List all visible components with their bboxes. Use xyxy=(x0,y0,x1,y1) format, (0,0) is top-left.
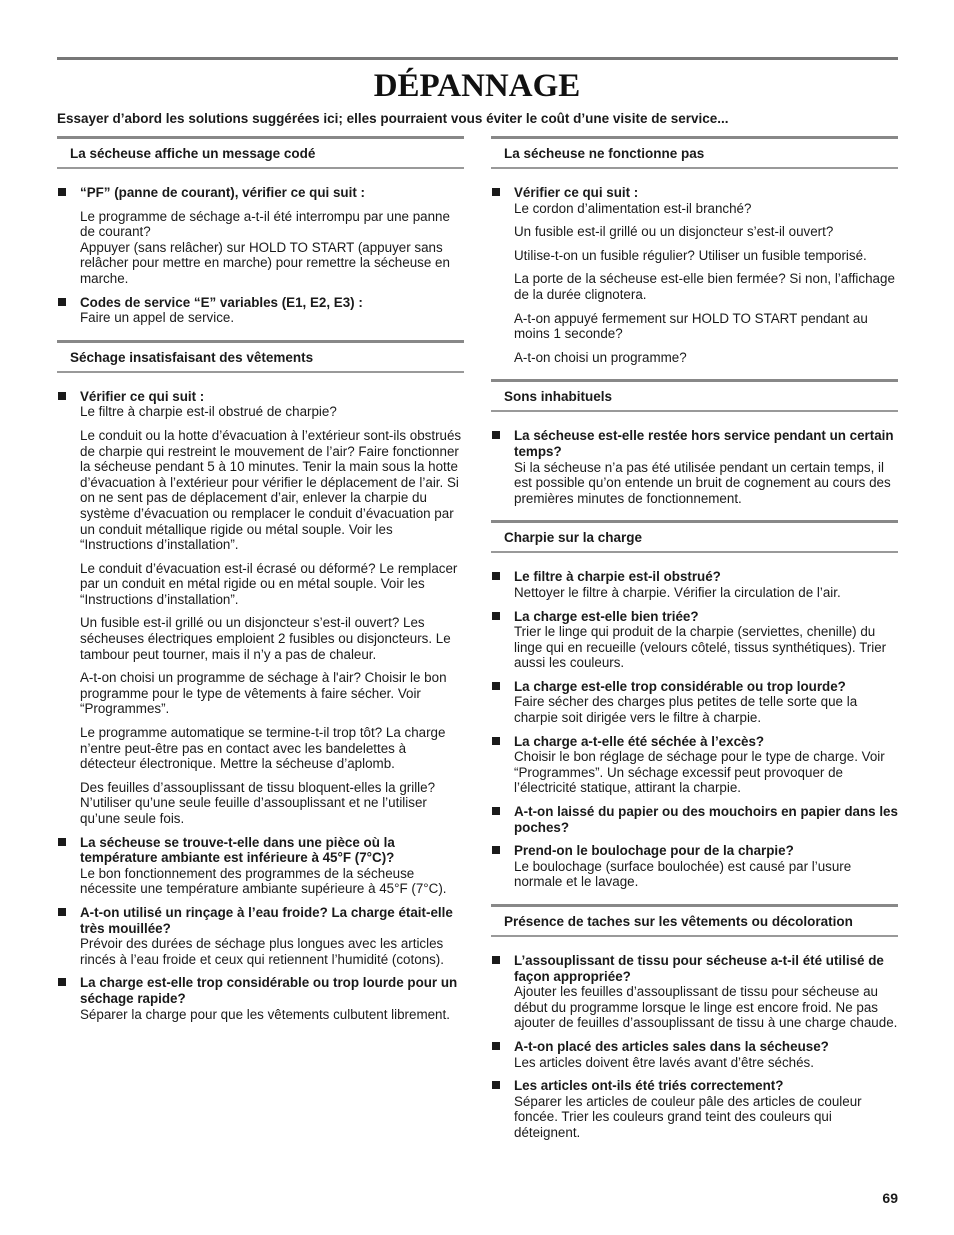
item-answer: Des feuilles d’assouplissant de tissu bloquent-elles la grille? N’utiliser qu’une seule feuille d’assouplissant et ne l’utiliser qu’une seule fois. xyxy=(80,779,436,826)
item-question: Vérifier ce qui suit : xyxy=(80,388,205,404)
square-bullet-icon xyxy=(492,1042,500,1050)
item-question: Prend-on le boulochage pour de la charpie? xyxy=(514,843,794,859)
troubleshooting-section xyxy=(491,904,898,1141)
square-bullet-icon xyxy=(492,572,500,580)
item-answer: Trier le linge qui produit de la charpie (serviettes, chenille) du linge qui en recueille (velours côtelé, tissus synthétiques). Trier aussi les couleurs. xyxy=(514,624,887,671)
square-bullet-icon xyxy=(58,298,66,306)
square-bullet-icon xyxy=(58,188,66,196)
item-question: L’assouplissant de tissu pour sécheuse a-t-il été utilisé de façon appropriée? xyxy=(514,953,884,984)
item-question: La charge a-t-elle été séchée à l’excès? xyxy=(514,733,765,749)
square-bullet-icon xyxy=(492,737,500,745)
item-answer: Séparer les articles de couleur pâle des articles de couleur foncée. Trier les couleurs grand teint des couleurs qui déteignent. xyxy=(514,1093,862,1140)
list-item xyxy=(57,295,464,326)
square-bullet-icon xyxy=(492,956,500,964)
square-bullet-icon xyxy=(492,612,500,620)
top-rule xyxy=(57,57,898,60)
square-bullet-icon xyxy=(492,1081,500,1089)
page-number: 69 xyxy=(882,1190,898,1206)
item-answer: Nettoyer le filtre à charpie. Vérifier la circulation de l’air. xyxy=(514,584,841,600)
square-bullet-icon xyxy=(58,838,66,846)
list-item xyxy=(57,905,464,967)
item-answer: Appuyer (sans relâcher) sur HOLD TO START (appuyer sans relâcher pour mettre en marche) pour remettre la sécheuse en marche. xyxy=(80,239,450,286)
item-question: A-t-on placé des articles sales dans la sécheuse? xyxy=(514,1038,829,1054)
list-item xyxy=(491,804,898,835)
square-bullet-icon xyxy=(58,978,66,986)
item-question: Codes de service “E” variables (E1, E2, E3) : xyxy=(80,294,363,310)
list-item xyxy=(491,679,898,726)
section-heading: Présence de taches sur les vêtements ou décoloration xyxy=(491,904,898,937)
item-question: Le filtre à charpie est-il obstrué? xyxy=(514,569,721,585)
item-question: A-t-on laissé du papier ou des mouchoirs en papier dans les poches? xyxy=(514,804,898,835)
item-question: “PF” (panne de courant), vérifier ce qui suit : xyxy=(80,185,365,200)
square-bullet-icon xyxy=(492,846,500,854)
item-answer: Utilise-t-on un fusible régulier? Utiliser un fusible temporisé. xyxy=(514,247,867,263)
section-heading: La sécheuse affiche un message codé xyxy=(57,136,464,169)
section-heading: Séchage insatisfaisant des vêtements xyxy=(57,340,464,373)
list-item xyxy=(491,428,898,506)
item-answer: Le conduit d’évacuation est-il écrasé ou déformé? Le remplacer par un conduit en métal rigide ou en métal souple. Voir les “Instructions d’installation”. xyxy=(80,560,458,607)
item-question: La sécheuse se trouve-t-elle dans une pièce où la température ambiante est inférieure à 45°F (7°C)? xyxy=(80,834,395,866)
troubleshooting-section xyxy=(57,340,464,1022)
item-answer: A-t-on appuyé fermement sur HOLD TO START pendant au moins 1 seconde? xyxy=(514,310,868,342)
item-question: La charge est-elle trop considérable ou trop lourde pour un séchage rapide? xyxy=(80,975,458,1006)
list-item xyxy=(491,185,898,365)
item-answer: Le programme de séchage a-t-il été interrompu par une panne de courant? xyxy=(80,208,450,240)
section-heading: La sécheuse ne fonctionne pas xyxy=(491,136,898,169)
item-answer: Le filtre à charpie est-il obstrué de charpie? xyxy=(80,404,337,420)
item-answer: A-t-on choisi un programme de séchage à l'air? Choisir le bon programme pour le type de vêtements à faire sécher. Voir “Programmes”. xyxy=(80,670,447,717)
item-answer: A-t-on choisi un programme? xyxy=(514,349,687,365)
item-answer: Le programme automatique se termine-t-il trop tôt? La charge n’entre peut-être pas en contact avec les bandelettes à détecteur électronique. Mettre la sécheuse d’aplomb. xyxy=(80,725,446,772)
item-answer: Le bon fonctionnement des programmes de la sécheuse nécessite une température ambiante supérieure à 45°F (7°C). xyxy=(80,865,447,897)
item-question: La charge est-elle bien triée? xyxy=(514,608,699,624)
item-answer: Un fusible est-il grillé ou un disjoncteur s’est-il ouvert? Les sécheuses électriques emploient 2 fusibles ou disjoncteurs. Le tambour peut tourner, mais il n’y a pas de chaleur. xyxy=(80,615,451,662)
list-item xyxy=(491,734,898,796)
list-item xyxy=(491,609,898,671)
item-answer: Un fusible est-il grillé ou un disjoncteur s’est-il ouvert? xyxy=(514,224,834,240)
item-answer: Le conduit ou la hotte d’évacuation à l’extérieur sont-ils obstrués de charpie qui restreint le mouvement de l’air? Faire fonctionner la sécheuse pendant 5 à 10 minutes. Tenir la main sous la hotte d’évacuation à l’extérieur pour vérifier le déplacement de l’air. Si on ne sent pas de déplacement d’air, enlever la charpie du système d’évacuation ou remplacer le conduit d’évacuation par un conduit métallique rigide ou métal souple. Voir les “Instructions d’installation”. xyxy=(80,427,462,553)
item-answer: Faire un appel de service. xyxy=(80,310,235,326)
right-column xyxy=(491,136,898,1155)
item-question: La charge est-elle trop considérable ou trop lourde? xyxy=(514,678,846,694)
square-bullet-icon xyxy=(492,682,500,690)
troubleshooting-section xyxy=(491,520,898,890)
list-item xyxy=(57,975,464,1022)
list-item xyxy=(57,389,464,827)
square-bullet-icon xyxy=(58,392,66,400)
item-answer: Le cordon d’alimentation est-il branché? xyxy=(514,200,752,216)
list-item xyxy=(491,1078,898,1140)
square-bullet-icon xyxy=(58,908,66,916)
section-heading: Charpie sur la charge xyxy=(491,520,898,553)
item-question: La sécheuse est-elle restée hors service pendant un certain temps? xyxy=(514,428,894,459)
item-answer: Choisir le bon réglage de séchage pour le type de charge. Voir “Programmes”. Un séchage excessif peut provoquer de l’électricité statique, attirant la charpie. xyxy=(514,749,885,796)
item-answer: Faire sécher des charges plus petites de telle sorte que la charpie soit dirigée vers le filtre à charpie. xyxy=(514,694,858,726)
left-column xyxy=(57,136,464,1036)
troubleshooting-section xyxy=(57,136,464,326)
item-question: Vérifier ce qui suit : xyxy=(514,185,639,200)
list-item xyxy=(491,1039,898,1070)
troubleshooting-section xyxy=(491,136,898,365)
list-item xyxy=(57,185,464,287)
troubleshooting-section xyxy=(491,379,898,506)
item-question: Les articles ont-ils été triés correctement? xyxy=(514,1078,784,1094)
item-answer: Les articles doivent être lavés avant d’être séchés. xyxy=(514,1054,814,1070)
item-answer: Si la sécheuse n’a pas été utilisée pendant un certain temps, il est possible qu’on entende un bruit de cognement au cours des premières minutes de fonctionnement. xyxy=(514,459,891,506)
list-item xyxy=(491,953,898,1031)
intro-text: Essayer d’abord les solutions suggérées ici; elles pourraient vous éviter le coût d’une visite de service... xyxy=(57,111,729,126)
list-item xyxy=(491,843,898,890)
square-bullet-icon xyxy=(492,431,500,439)
item-answer: Prévoir des durées de séchage plus longues avec les articles rincés à l’eau froide et ceux qui retiennent l’humidité (cotons). xyxy=(80,936,444,967)
item-answer: La porte de la sécheuse est-elle bien fermée? Si non, l’affichage de la durée clignotera. xyxy=(514,271,895,302)
item-answer: Ajouter les feuilles d’assouplissant de tissu pour sécheuse au début du programme lorsque le linge est encore froid. Ne pas ajouter de feuilles d’assouplissant de tissu à une charge chaude. xyxy=(514,984,898,1031)
item-answer: Le boulochage (surface boulochée) est causé par l’usure normale et le lavage. xyxy=(514,858,852,890)
list-item xyxy=(491,569,898,600)
square-bullet-icon xyxy=(492,807,500,815)
item-answer: Séparer la charge pour que les vêtements culbutent librement. xyxy=(80,1006,450,1022)
page-title: DÉPANNAGE xyxy=(373,68,581,104)
list-item xyxy=(57,835,464,897)
section-heading: Sons inhabituels xyxy=(491,379,898,412)
square-bullet-icon xyxy=(492,188,500,196)
item-question: A-t-on utilisé un rinçage à l’eau froide? La charge était-elle très mouillée? xyxy=(80,904,453,936)
